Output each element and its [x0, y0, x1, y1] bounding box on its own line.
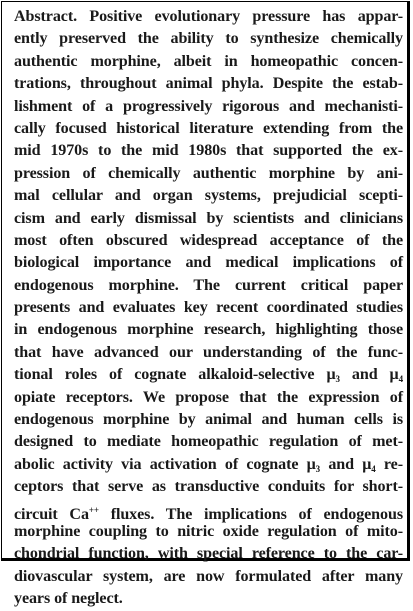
abstract-label: Abstract. — [14, 8, 78, 25]
text-line: lishment of a progressively rigorous and mechanisti- — [14, 97, 403, 115]
text-line: presents and evaluates key recent coordinated studies — [14, 299, 403, 317]
text-run: fluxes. The implications of endogenous — [98, 505, 403, 523]
abstract-text — [14, 6, 403, 611]
text-line: ently preserved the ability to synthesize chemically — [14, 30, 403, 48]
text-line: endogenous morphine by animal and human cells is — [14, 411, 403, 429]
text-run: circuit Ca — [14, 505, 89, 523]
text-line: mid 1970s to the mid 1980s that supported the ex- — [14, 142, 403, 160]
text-run: and μ — [339, 366, 399, 384]
text-line: morphine coupling to nitric oxide regulation of mito- — [14, 522, 403, 540]
text-line: authentic morphine, albeit in homeopathic concen- — [14, 52, 403, 70]
text-line: trations, throughout animal phyla. Despite the estab- — [14, 75, 403, 93]
text-run: and μ — [320, 455, 372, 473]
text-line: most often obscured widespread acceptance of the — [14, 231, 403, 249]
text-line — [14, 364, 403, 386]
text-run: tional roles of cognate alkaloid-selective μ — [14, 366, 336, 384]
text-line: diovascular system, are now formulated after many — [14, 567, 403, 585]
text-line: mal cellular and organ systems, prejudicial scepti- — [14, 187, 403, 205]
text-line: biological importance and medical implications of — [14, 254, 403, 272]
text-run: Positive evolutionary pressure has appar- — [77, 8, 403, 25]
text-line: in endogenous morphine research, highlighting those — [14, 321, 403, 339]
text-run: abolic activity via activation of cognate μ — [14, 455, 316, 473]
text-line: cism and early dismissal by scientists and clinicians — [14, 209, 403, 227]
text-line: designed to mediate homeopathic regulation of met- — [14, 433, 403, 451]
text-line — [14, 454, 403, 476]
text-line: pression of chemically authentic morphine by ani- — [14, 164, 403, 182]
text-line — [14, 6, 403, 28]
abstract-frame — [1, 1, 410, 608]
text-line — [14, 499, 403, 521]
text-line: years of neglect. — [14, 590, 123, 608]
subscript: 3 — [315, 463, 321, 474]
text-run: re- — [375, 455, 403, 473]
text-line: that have advanced our understanding of the func- — [14, 343, 403, 361]
text-line: cally focused historical literature extending from the — [14, 119, 403, 137]
subscript: 3 — [335, 374, 340, 385]
text-line: opiate receptors. We propose that the expression of — [14, 388, 403, 406]
superscript: ++ — [88, 504, 99, 515]
text-line: chondrial function, with special reference to the car- — [14, 545, 403, 563]
subscript: 4 — [398, 374, 403, 385]
text-line: ceptors that serve as transductive conduits for short- — [14, 478, 403, 496]
text-line: endogenous morphine. The current critical paper — [14, 276, 403, 294]
subscript: 4 — [371, 463, 376, 474]
